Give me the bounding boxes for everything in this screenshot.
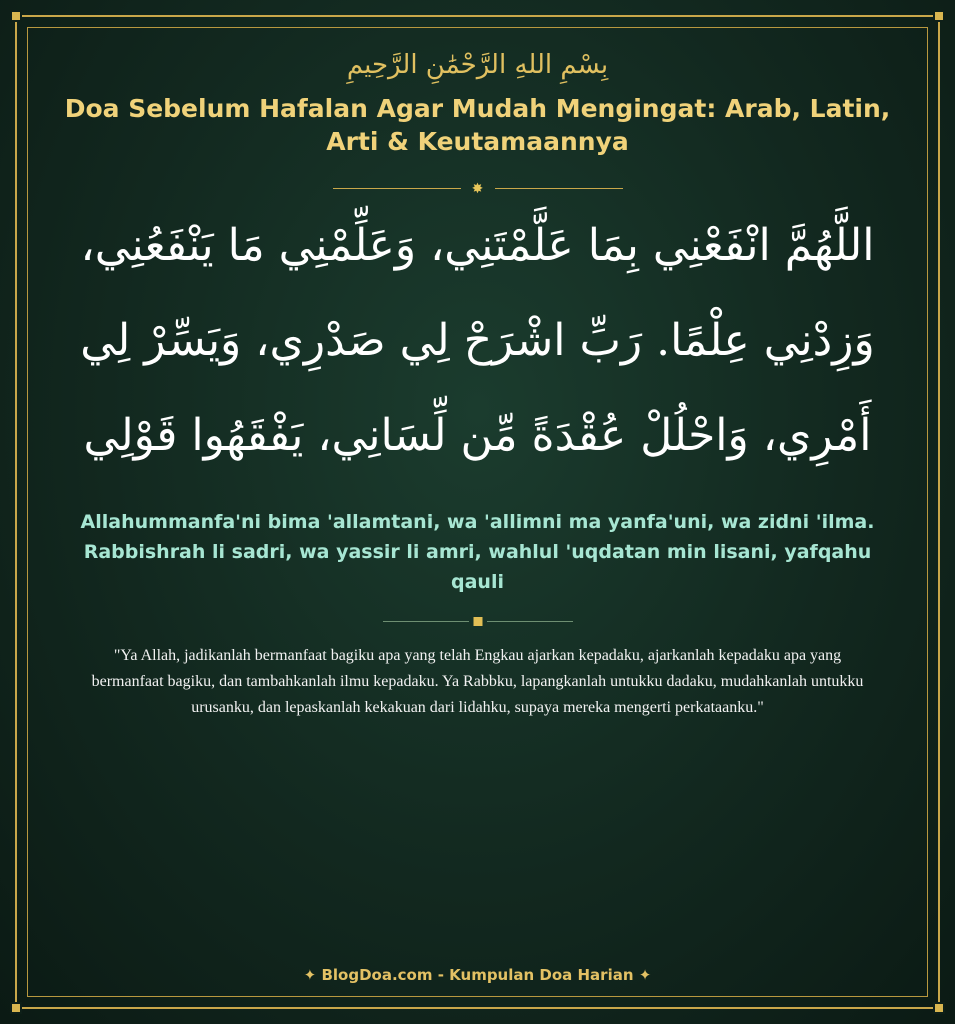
corner-ornament [933, 10, 945, 22]
corner-ornament [933, 1002, 945, 1014]
divider-line [495, 188, 623, 189]
star-ornament-icon: ✸ [471, 181, 484, 197]
square-ornament-icon [473, 617, 482, 626]
page-title: Doa Sebelum Hafalan Agar Mudah Mengingat: Arab, Latin, Arti & Keutamaannya [64, 94, 891, 156]
divider-bottom [383, 615, 573, 629]
corner-ornament [10, 10, 22, 22]
corner-ornament [10, 1002, 22, 1014]
latin-transliteration: Allahummanfa'ni bima 'allamtani, wa 'allimni ma yanfa'uni, wa zidni 'ilma. Rabbishrah li sadri, wa yassir li amri, wahlul 'uqdatan min lisani, yafqahu qauli [80, 511, 875, 593]
divider-line [333, 188, 461, 189]
content [40, 40, 915, 984]
divider-line [383, 621, 469, 622]
footer-credit: ✦ BlogDoa.com - Kumpulan Doa Harian ✦ [303, 966, 652, 984]
basmala: بِسْمِ اللهِ الرَّحْمَٰنِ الرَّحِيمِ [346, 50, 609, 80]
arabic-prayer-text: اللَّهُمَّ انْفَعْنِي بِمَا عَلَّمْتَنِي، وَعَلِّمْنِي مَا يَنْفَعُنِي، وَزِدْنِي عِلْمًا. رَبِّ اشْرَحْ لِي صَدْرِي، وَيَسِّرْ لِي أَمْرِي، وَاحْلُلْ عُقْدَةً مِّن لِّسَانِي، يَفْقَهُوا قَوْلِي [80, 220, 875, 461]
translation-text: "Ya Allah, jadikanlah bermanfaat bagiku apa yang telah Engkau ajarkan kepadaku, ajarkanlah kepadaku apa yang bermanfaat bagiku, dan tambahkanlah ilmu kepadaku. Ya Rabbku, lapangkanlah untukku dadaku, mudahkanlah untukku urusanku, dan lepaskanlah kekakuan dari lidahku, supaya mereka mengerti perkataanku." [91, 647, 864, 716]
divider-line [487, 621, 573, 622]
divider-top [333, 182, 623, 196]
